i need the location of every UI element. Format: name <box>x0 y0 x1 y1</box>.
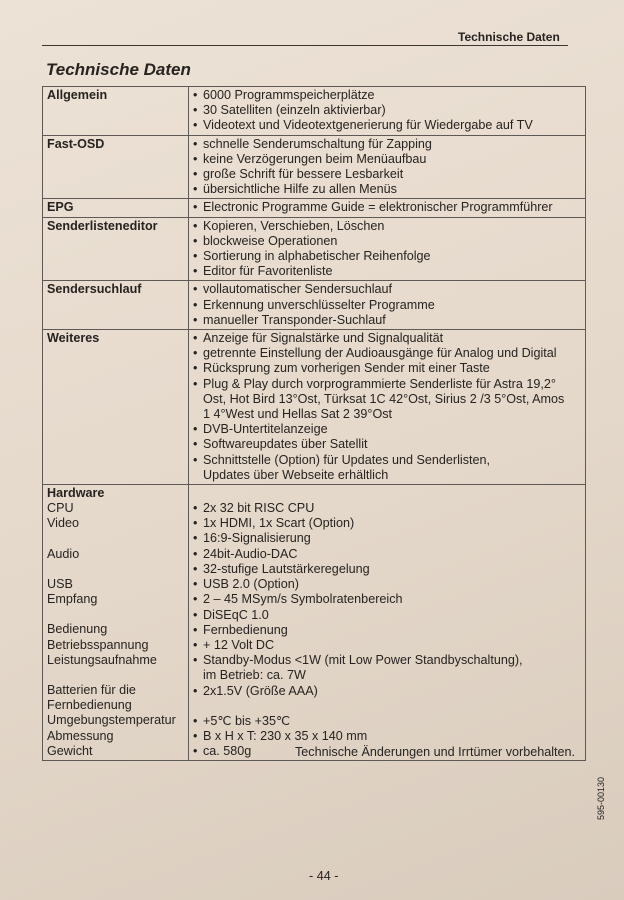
bullet-icon: • <box>193 200 198 215</box>
list-item: • DiSEqC 1.0 <box>193 607 269 622</box>
bullet-icon: • <box>193 331 198 346</box>
bullet-icon: • <box>193 282 198 297</box>
spec-label: Batterien für die <box>47 682 136 697</box>
list-item: • + 12 Volt DC <box>193 637 275 652</box>
table-row <box>43 87 586 136</box>
bullet-icon: • <box>193 297 198 312</box>
list-item: • Erkennung unverschlüsselter Programme <box>193 297 435 312</box>
table-row <box>43 217 586 281</box>
footnote: Technische Änderungen und Irrtümer vorbehalten. <box>295 745 576 759</box>
table-row <box>43 135 586 199</box>
section-items <box>189 330 586 485</box>
spec-label: Betriebsspannung <box>47 637 149 652</box>
list-item: • getrennte Einstellung der Audioausgänge für Analog und Digital <box>193 346 557 361</box>
list-item: • vollautomatischer Sendersuchlauf <box>193 282 393 297</box>
table-row <box>43 281 586 330</box>
section-label: Allgemein <box>43 87 189 136</box>
list-item: • 1x HDMI, 1x Scart (Option) <box>193 516 355 531</box>
bullet-icon: • <box>193 546 198 561</box>
spec-label: Video <box>47 516 79 531</box>
list-item: • +5℃ bis +35℃ <box>193 713 291 728</box>
spec-label: Abmessung <box>47 728 114 743</box>
spec-label: CPU <box>47 501 74 516</box>
list-item: • übersichtliche Hilfe zu allen Menüs <box>193 182 397 197</box>
list-item: • große Schrift für bessere Lesbarkeit <box>193 167 404 182</box>
section-items <box>189 281 586 330</box>
section-label: Senderlisteneditor <box>43 217 189 281</box>
section-items <box>189 87 586 136</box>
section-label: Hardware <box>47 486 105 501</box>
list-item: • Rücksprung zum vorherigen Sender mit einer Taste <box>193 361 490 376</box>
bullet-icon: • <box>193 103 198 118</box>
bullet-icon: • <box>193 233 198 248</box>
spec-label: Leistungsaufnahme <box>47 652 157 667</box>
hardware-values <box>189 485 586 761</box>
bullet-icon: • <box>193 637 198 652</box>
list-item-continuation: 1 4°West und Hellas Sat 2 39°Ost <box>203 407 393 422</box>
list-item-continuation: Updates über Webseite erhältlich <box>203 467 389 482</box>
list-item: • 32-stufige Lautstärkeregelung <box>193 561 370 576</box>
bullet-icon: • <box>193 516 198 531</box>
section-label: Fast-OSD <box>43 135 189 199</box>
bullet-icon: • <box>193 264 198 279</box>
bullet-icon: • <box>193 713 198 728</box>
list-item: • manueller Transponder-Suchlauf <box>193 312 386 327</box>
list-item: • Standby-Modus <1W (mit Low Power Standbyschaltung), <box>193 653 523 668</box>
bullet-icon: • <box>193 422 198 437</box>
list-item: • Schnittstelle (Option) für Updates und Senderlisten, <box>193 452 491 467</box>
section-items <box>189 217 586 281</box>
spec-label: USB <box>47 576 73 591</box>
list-item: • 2 – 45 MSym/s Symbolratenbereich <box>193 592 403 607</box>
list-item: • Sortierung in alphabetischer Reihenfolge <box>193 249 431 264</box>
list-item: • 2x 32 bit RISC CPU <box>193 501 315 516</box>
spec-label: Gewicht <box>47 743 93 758</box>
list-item: • Electronic Programme Guide = elektronischer Programmführer <box>193 200 553 215</box>
bullet-icon: • <box>193 653 198 668</box>
section-items <box>189 199 586 217</box>
section-label: Sendersuchlauf <box>43 281 189 330</box>
bullet-icon: • <box>193 218 198 233</box>
list-item: • Fernbedienung <box>193 622 288 637</box>
bullet-icon: • <box>193 728 198 743</box>
table-row <box>43 199 586 217</box>
section-items <box>189 135 586 199</box>
list-item: • blockweise Operationen <box>193 233 338 248</box>
spec-label: Audio <box>47 546 80 561</box>
list-item: • 2x1.5V (Größe AAA) <box>193 683 318 698</box>
spec-label: Empfang <box>47 592 98 607</box>
list-item: • Editor für Favoritenliste <box>193 264 333 279</box>
list-item: • Softwareupdates über Satellit <box>193 437 368 452</box>
list-item: • Anzeige für Signalstärke und Signalqualität <box>193 331 444 346</box>
bullet-icon: • <box>193 607 198 622</box>
list-item: • Videotext und Videotextgenerierung für Wiedergabe auf TV <box>193 118 533 133</box>
bullet-icon: • <box>193 182 198 197</box>
list-item: • USB 2.0 (Option) <box>193 577 299 592</box>
list-item-continuation: Ost, Hot Bird 13°Ost, Türksat 1C 42°Ost, Sirius 2 /3 5°Ost, Amos <box>203 391 565 406</box>
list-item: • 6000 Programmspeicherplätze <box>193 88 375 102</box>
list-item: • B x H x T: 230 x 35 x 140 mm <box>193 728 368 743</box>
list-item: • schnelle Senderumschaltung für Zapping <box>193 136 432 151</box>
spec-label: Bedienung <box>47 622 108 637</box>
bullet-icon: • <box>193 361 198 376</box>
bullet-icon: • <box>193 136 198 151</box>
list-item: • 30 Satelliten (einzeln aktivierbar) <box>193 103 386 118</box>
list-item: • DVB-Untertitelanzeige <box>193 422 328 437</box>
section-label: Weiteres <box>43 330 189 485</box>
bullet-icon: • <box>193 683 198 698</box>
bullet-icon: • <box>193 622 198 637</box>
table-row <box>43 485 586 761</box>
page-title: Technische Daten <box>46 60 191 79</box>
bullet-icon: • <box>193 452 198 467</box>
hardware-labels <box>43 485 189 761</box>
bullet-icon: • <box>193 577 198 592</box>
bullet-icon: • <box>193 151 198 166</box>
bullet-icon: • <box>193 561 198 576</box>
list-item: • 16:9-Signalisierung <box>193 531 311 546</box>
list-item: • Plug & Play durch vorprogrammierte Senderliste für Astra 19,2° <box>193 376 556 391</box>
document-code: 595-00130 <box>596 776 606 820</box>
bullet-icon: • <box>193 437 198 452</box>
bullet-icon: • <box>193 592 198 607</box>
bullet-icon: • <box>193 744 198 759</box>
running-header: Technische Daten <box>458 30 560 44</box>
list-item: • ca. 580g <box>193 744 252 759</box>
spec-label: Fernbedienung <box>47 698 132 713</box>
bullet-icon: • <box>193 312 198 327</box>
list-item-continuation: im Betrieb: ca. 7W <box>203 668 306 683</box>
bullet-icon: • <box>193 118 198 133</box>
bullet-icon: • <box>193 88 198 102</box>
table-row <box>43 330 586 485</box>
list-item: • keine Verzögerungen beim Menüaufbau <box>193 151 427 166</box>
spec-table <box>42 86 586 761</box>
bullet-icon: • <box>193 249 198 264</box>
bullet-icon: • <box>193 531 198 546</box>
bullet-icon: • <box>193 346 198 361</box>
page-number: - 44 - <box>309 869 339 883</box>
header-rule <box>42 45 568 46</box>
bullet-icon: • <box>193 376 198 391</box>
section-label: EPG <box>43 199 189 217</box>
bullet-icon: • <box>193 167 198 182</box>
spec-label: Umgebungstemperatur <box>47 713 176 728</box>
list-item: • 24bit-Audio-DAC <box>193 546 298 561</box>
list-item: • Kopieren, Verschieben, Löschen <box>193 218 385 233</box>
bullet-icon: • <box>193 501 198 516</box>
